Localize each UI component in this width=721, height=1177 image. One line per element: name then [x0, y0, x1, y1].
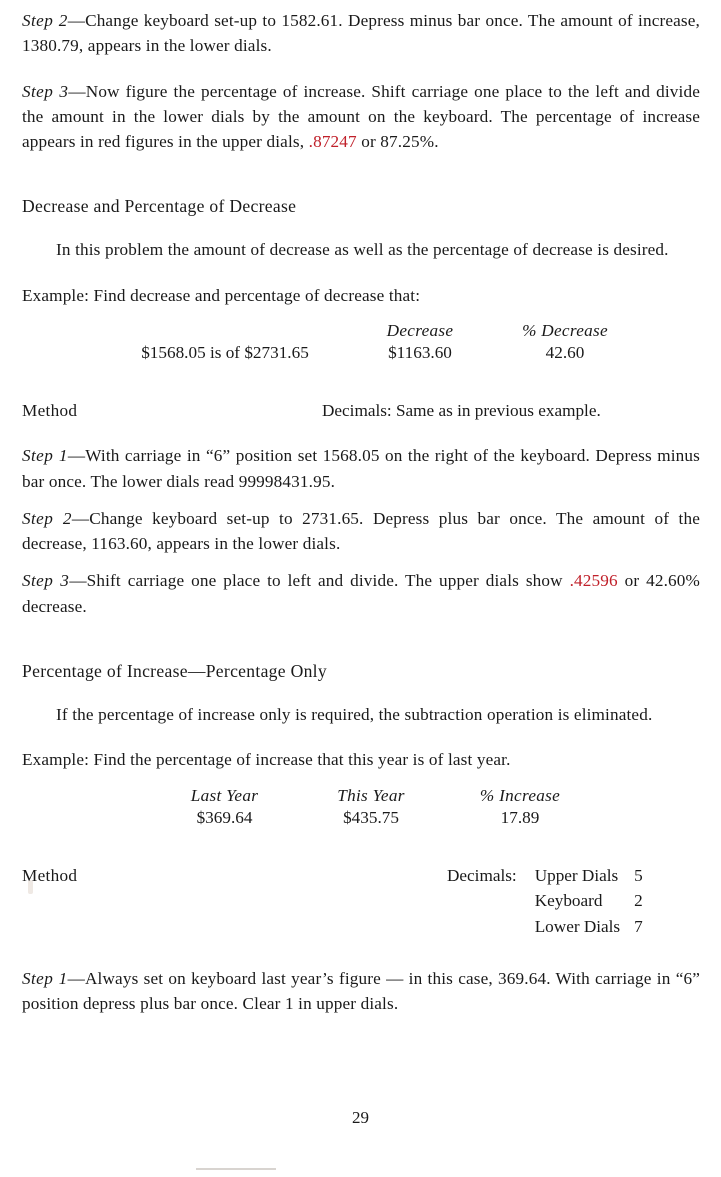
step-text: Change keyboard set-up to 2731.65. Depress plus bar once. The amount of the decrease, 1163.60, appears in the lower dials. [22, 508, 700, 554]
section-heading-increase-only: Percentage of Increase—Percentage Only [22, 660, 327, 681]
decimals-name: Upper Dials [534, 865, 619, 885]
table-row [152, 807, 595, 829]
step-label: Step 2 [22, 508, 72, 528]
step-label: Step 1 [22, 968, 68, 988]
decimals-value: 2 [634, 891, 643, 911]
spacer [22, 308, 700, 320]
table-header-cell: Last Year [190, 785, 259, 805]
decimals-block [447, 863, 643, 940]
spacer [22, 364, 700, 398]
spacer [22, 682, 700, 702]
step-dash: — [71, 508, 90, 528]
example-table-decrease [100, 320, 640, 364]
spacer [22, 494, 700, 506]
paragraph-step3-top [22, 79, 700, 155]
paragraph-step2-top [22, 8, 700, 59]
table-cell: $435.75 [343, 807, 399, 827]
spacer [22, 727, 700, 747]
page-content [22, 8, 700, 1016]
step-text-before: Now figure the percentage of increase. Shift carriage one place to the left and divide the amount in the lower dials by the amount on the keyboard. The percentage of increase appears in red figures in the upper dials, [22, 81, 700, 152]
step-label: Step 1 [22, 446, 68, 466]
spacer [22, 263, 700, 283]
table-header-cell: Decrease [386, 320, 454, 340]
decimals-spacer [447, 888, 517, 914]
step-dash: — [69, 571, 87, 591]
spacer [22, 59, 700, 79]
step-label: Step 3 [22, 81, 69, 101]
table-header-row [100, 320, 640, 342]
intro-text: If the percentage of increase only is required, the subtraction operation is eliminated. [56, 704, 653, 724]
table-cell: $1163.60 [388, 342, 452, 362]
table-header-cell: % Decrease [522, 320, 608, 340]
table-header-row [152, 785, 595, 807]
decimals-spacer [447, 914, 517, 940]
paragraph-decrease-intro [22, 237, 700, 262]
step-label: Step 2 [22, 11, 68, 30]
spacer [22, 154, 700, 196]
spacer [22, 217, 700, 237]
section-heading-decrease: Decrease and Percentage of Decrease [22, 196, 297, 217]
decimals-title: Decimals: [447, 865, 517, 885]
page-edge-mark [196, 1168, 276, 1170]
table-cell: $369.64 [196, 807, 253, 827]
step-dash: — [67, 11, 86, 30]
decimals-row [447, 863, 643, 889]
table-cell: 42.60 [545, 342, 585, 362]
paragraph-decrease-step1 [22, 443, 700, 494]
paragraph-increase-step1 [22, 966, 700, 1017]
step-text-before: Shift carriage one place to left and divide. The upper dials show [86, 571, 570, 591]
step-dash: — [68, 81, 86, 101]
spacer [22, 423, 700, 443]
table-cell: 17.89 [500, 807, 540, 827]
spacer [22, 619, 700, 661]
decimals-value: 5 [634, 865, 643, 885]
page-number: 29 [352, 1108, 369, 1127]
step-dash: — [67, 968, 85, 988]
step-text: Always set on keyboard last year’s figure — in this case, 369.64. With carriage in “6” position depress plus bar once. Clear 1 in upper dials. [22, 968, 700, 1014]
step-text: Change keyboard set-up to 1582.61. Depress minus bar once. The amount of increase, 1380.79, appears in the lower dials. [22, 11, 700, 56]
method-row-decrease [22, 398, 700, 423]
decimals-row [447, 888, 643, 914]
example-label-decrease: Example: Find decrease and percentage of decrease that: [22, 285, 421, 305]
method-row-increase [22, 863, 700, 937]
method-label: Method [22, 865, 78, 885]
intro-text: In this problem the amount of decrease as well as the percentage of decrease is desired. [56, 240, 669, 260]
table-header-cell: This Year [337, 785, 405, 805]
red-result-value: .87247 [308, 132, 357, 152]
table-row [100, 342, 640, 364]
example-table-increase [152, 785, 595, 829]
paragraph-decrease-step3 [22, 568, 700, 619]
paragraph-increase-intro [22, 702, 700, 727]
decimals-row [447, 914, 643, 940]
table-cell: $1568.05 is of $2731.65 [141, 342, 309, 362]
paragraph-decrease-step2 [22, 506, 700, 557]
step-dash: — [67, 446, 86, 466]
step-text-after: or 87.25%. [356, 132, 439, 152]
decimals-name: Keyboard [534, 891, 603, 911]
decimals-table [447, 863, 643, 940]
table-header-cell: % Increase [479, 785, 561, 805]
red-result-value: .42596 [569, 571, 618, 591]
method-label: Method [22, 400, 78, 420]
step-text: With carriage in “6” position set 1568.05 on the right of the keyboard. Depress minus bar once. The lower dials read 99998431.95. [22, 446, 700, 491]
decimals-note: Decimals: Same as in previous example. [322, 400, 601, 420]
step-label: Step 3 [22, 571, 70, 591]
example-label-increase: Example: Find the percentage of increase that this year is of last year. [22, 750, 511, 770]
step-text-after: or 42.60% decrease. [22, 571, 700, 616]
decimals-name: Lower Dials [534, 917, 621, 937]
decimals-value: 7 [634, 917, 643, 937]
table-header-cell [100, 320, 350, 342]
spacer [22, 556, 700, 568]
spacer [22, 773, 700, 785]
spacer [22, 829, 700, 863]
